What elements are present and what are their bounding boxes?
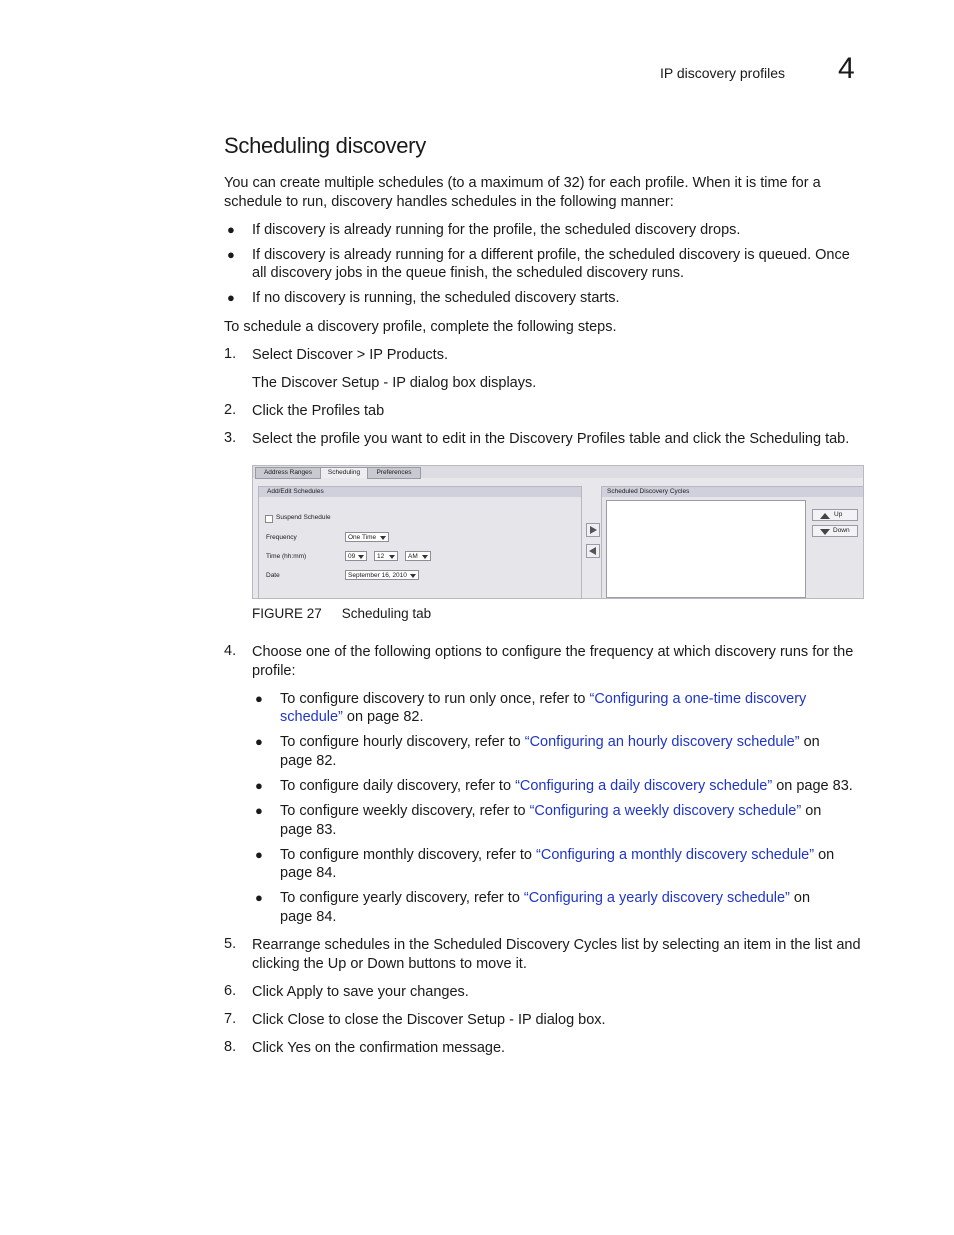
step-number: 5. bbox=[224, 936, 237, 952]
remove-arrow-button[interactable] bbox=[586, 544, 600, 558]
tab-preferences[interactable]: Preferences bbox=[367, 467, 421, 479]
option-monthly: To configure monthly discovery, refer to “Configuring a monthly discovery schedule” on bbox=[280, 847, 835, 863]
option-monthly-cont: page 84. bbox=[280, 865, 337, 881]
steps-intro: To schedule a discovery profile, complete the following steps. bbox=[224, 319, 617, 335]
down-button[interactable]: Down bbox=[812, 525, 858, 537]
bullet-dot: ● bbox=[255, 803, 263, 818]
step-2: Click the Profiles tab bbox=[252, 403, 385, 419]
step-number: 6. bbox=[224, 983, 237, 999]
chevron-down-icon bbox=[358, 555, 364, 559]
running-header-title: IP discovery profiles bbox=[660, 65, 786, 81]
step-number: 1. bbox=[224, 346, 237, 362]
step-5-line-1: Rearrange schedules in the Scheduled Discovery Cycles list by selecting an item in the list and bbox=[252, 937, 861, 953]
intro-line-1: You can create multiple schedules (to a maximum of 32) for each profile. When it is time for a bbox=[224, 175, 821, 191]
link-weekly-schedule[interactable]: “Configuring a weekly discovery schedule” bbox=[529, 803, 802, 819]
bullet-dot: ● bbox=[255, 691, 263, 706]
frequency-label: Frequency bbox=[266, 534, 297, 541]
frequency-select[interactable]: One Time bbox=[345, 532, 389, 542]
chevron-down-icon bbox=[389, 555, 395, 559]
step-8: Click Yes on the confirmation message. bbox=[252, 1040, 506, 1056]
bullet-dot: ● bbox=[227, 222, 235, 237]
arrow-left-icon bbox=[587, 545, 599, 557]
arrow-up-icon bbox=[819, 511, 831, 520]
section-heading: Scheduling discovery bbox=[224, 133, 426, 158]
bullet-dot: ● bbox=[255, 890, 263, 905]
chevron-down-icon bbox=[410, 574, 416, 578]
date-select[interactable]: September 16, 2010 bbox=[345, 570, 419, 580]
bullet-dot: ● bbox=[255, 734, 263, 749]
suspend-schedule-label: Suspend Schedule bbox=[276, 514, 331, 521]
step-1-note: The Discover Setup - IP dialog box displays. bbox=[252, 375, 537, 391]
step-6: Click Apply to save your changes. bbox=[252, 984, 469, 1000]
tab-scheduling[interactable]: Scheduling bbox=[320, 467, 368, 478]
step-number: 7. bbox=[224, 1011, 237, 1027]
bullet-dot: ● bbox=[255, 847, 263, 862]
step-number: 4. bbox=[224, 643, 237, 659]
step-3: Select the profile you want to edit in the Discovery Profiles table and click the Scheduling tab. bbox=[252, 431, 850, 447]
step-number: 2. bbox=[224, 402, 237, 418]
chapter-number: 4 bbox=[838, 52, 855, 85]
hour-select[interactable]: 09 bbox=[345, 551, 367, 561]
option-weekly: To configure weekly discovery, refer to “Configuring a weekly discovery schedule” on bbox=[280, 803, 822, 819]
option-yearly-cont: page 84. bbox=[280, 909, 337, 925]
link-daily-schedule[interactable]: “Configuring a daily discovery schedule” bbox=[515, 778, 773, 794]
figure-caption: FIGURE 27 Scheduling tab bbox=[252, 606, 432, 621]
scheduling-tab-screenshot bbox=[252, 465, 864, 599]
option-one-time: To configure discovery to run only once, refer to “Configuring a one-time discovery bbox=[280, 691, 807, 707]
link-yearly-schedule[interactable]: “Configuring a yearly discovery schedule” bbox=[523, 890, 790, 906]
step-number: 3. bbox=[224, 430, 237, 446]
step-number: 8. bbox=[224, 1039, 237, 1055]
suspend-schedule-checkbox[interactable] bbox=[265, 515, 273, 523]
time-label: Time (hh:mm) bbox=[266, 553, 307, 560]
pane-title: Scheduled Discovery Cycles bbox=[602, 487, 864, 497]
step-4-line-2: profile: bbox=[252, 663, 296, 679]
add-edit-schedules-pane bbox=[258, 486, 582, 599]
tab-address-ranges[interactable]: Address Ranges bbox=[255, 467, 321, 479]
arrow-down-icon bbox=[819, 528, 831, 537]
option-daily: To configure daily discovery, refer to “Configuring a daily discovery schedule” on page 83. bbox=[280, 778, 853, 794]
link-monthly-schedule[interactable]: “Configuring a monthly discovery schedule” bbox=[536, 847, 815, 863]
step-4-line-1: Choose one of the following options to configure the frequency at which discovery runs for the bbox=[252, 644, 854, 660]
pane-title: Add/Edit Schedules bbox=[259, 487, 581, 497]
option-one-time-cont: schedule” on page 82. bbox=[280, 709, 424, 725]
bullet-2-line-1: If discovery is already running for a different profile, the scheduled discovery is queued. Once bbox=[252, 247, 850, 263]
chevron-down-icon bbox=[380, 536, 386, 540]
bullet-3: If no discovery is running, the scheduled discovery starts. bbox=[252, 290, 620, 306]
option-weekly-cont: page 83. bbox=[280, 822, 337, 838]
bullet-dot: ● bbox=[227, 290, 235, 305]
bullet-dot: ● bbox=[255, 778, 263, 793]
option-hourly-cont: page 82. bbox=[280, 753, 337, 769]
scheduled-discovery-cycles-pane bbox=[601, 486, 864, 599]
option-yearly: To configure yearly discovery, refer to “Configuring a yearly discovery schedule” on bbox=[280, 890, 811, 906]
bullet-2-line-2: all discovery jobs in the queue finish, the scheduled discovery runs. bbox=[252, 265, 685, 281]
scheduled-cycles-list[interactable] bbox=[606, 500, 806, 598]
bullet-1: If discovery is already running for the profile, the scheduled discovery drops. bbox=[252, 222, 741, 238]
date-label: Date bbox=[266, 572, 280, 579]
ampm-select[interactable]: AM bbox=[405, 551, 431, 561]
chevron-down-icon bbox=[422, 555, 428, 559]
intro-line-2: schedule to run, discovery handles schedules in the following manner: bbox=[224, 194, 674, 210]
link-hourly-schedule[interactable]: “Configuring an hourly discovery schedule” bbox=[524, 734, 800, 750]
link-one-time-schedule[interactable]: schedule” bbox=[280, 709, 343, 725]
step-5-line-2: clicking the Up or Down buttons to move it. bbox=[252, 956, 527, 972]
option-hourly: To configure hourly discovery, refer to “Configuring an hourly discovery schedule” on bbox=[280, 734, 820, 750]
bullet-dot: ● bbox=[227, 247, 235, 262]
link-one-time-schedule[interactable]: “Configuring a one-time discovery bbox=[589, 691, 807, 707]
step-1: Select Discover > IP Products. bbox=[252, 347, 448, 363]
step-7: Click Close to close the Discover Setup - IP dialog box. bbox=[252, 1012, 606, 1028]
minute-select[interactable]: 12 bbox=[374, 551, 398, 561]
add-arrow-button[interactable] bbox=[586, 523, 600, 537]
arrow-right-icon bbox=[587, 524, 599, 536]
up-button[interactable]: Up bbox=[812, 509, 858, 521]
figure-tab-strip bbox=[253, 466, 864, 478]
